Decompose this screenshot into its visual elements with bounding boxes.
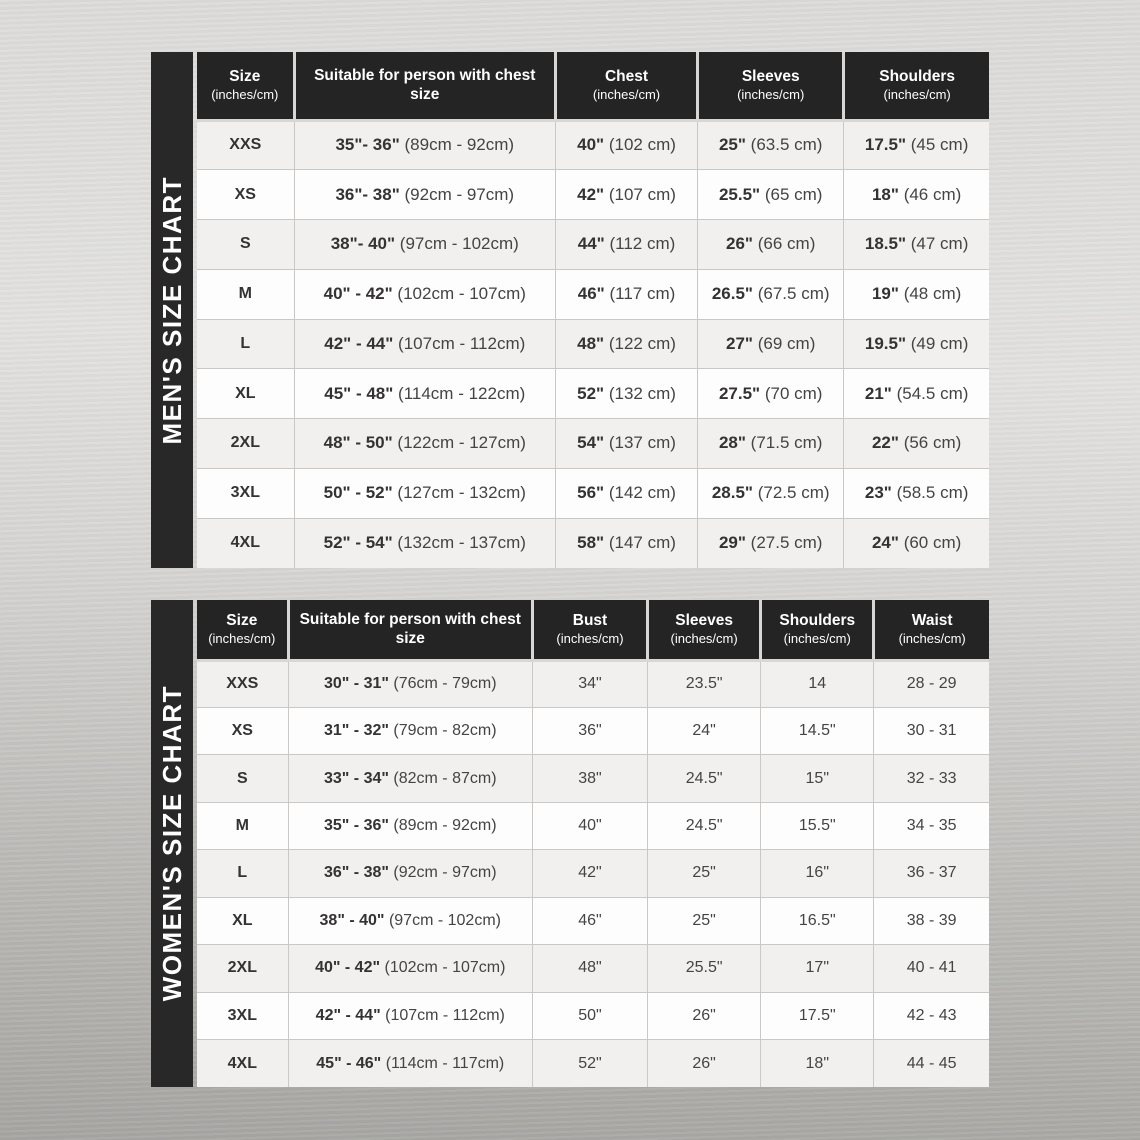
size-cell: 3XL: [197, 468, 294, 518]
value-cell: 24": [648, 707, 761, 754]
value-cell: 25.5" (65 cm): [698, 170, 844, 220]
table-row: [197, 850, 989, 897]
womens-size-chart-banner: [151, 600, 193, 1087]
size-cell: 2XL: [197, 419, 294, 469]
value-cell: 35"- 36" (89cm - 92cm): [294, 120, 555, 170]
value-cell: 17.5" (45 cm): [844, 120, 989, 170]
size-cell: S: [197, 220, 294, 270]
value-cell: 40": [532, 802, 647, 849]
value-cell: 48": [532, 945, 647, 992]
value-cell: 28" (71.5 cm): [698, 419, 844, 469]
col-header-sub: (inches/cm): [592, 86, 661, 102]
size-cell: XXS: [197, 120, 294, 170]
value-cell: 44 - 45: [874, 1040, 989, 1088]
value-cell: 26": [648, 1040, 761, 1088]
col-header-title: Size: [229, 67, 261, 85]
value-cell: 21" (54.5 cm): [844, 369, 989, 419]
col-header-title: Bust: [572, 611, 608, 629]
table-row: [197, 120, 989, 170]
col-header-suitable-for-person-with-chest-size: [294, 52, 555, 120]
value-cell: 16.5": [761, 897, 874, 944]
value-cell: 30 - 31: [874, 707, 989, 754]
col-header-bust: [532, 600, 647, 660]
value-cell: 35" - 36" (89cm - 92cm): [288, 802, 532, 849]
value-cell: 18.5" (47 cm): [844, 220, 989, 270]
size-cell: 3XL: [197, 992, 288, 1039]
table-row: [197, 518, 989, 568]
value-cell: 19.5" (49 cm): [844, 319, 989, 369]
value-cell: 40" (102 cm): [555, 120, 697, 170]
value-cell: 54" (137 cm): [555, 419, 697, 469]
col-header-waist: [874, 600, 989, 660]
col-header-sub: (inches/cm): [883, 86, 951, 102]
value-cell: 29" (27.5 cm): [698, 518, 844, 568]
size-cell: L: [197, 850, 288, 897]
value-cell: 16": [761, 850, 874, 897]
table-row: [197, 1040, 989, 1088]
value-cell: 38": [532, 755, 647, 802]
col-header-sub: (inches/cm): [670, 630, 738, 646]
womens-size-table: [197, 600, 989, 1087]
size-cell: XS: [197, 170, 294, 220]
table-row: [197, 369, 989, 419]
value-cell: 26": [648, 992, 761, 1039]
value-cell: 36 - 37: [874, 850, 989, 897]
col-header-sub: (inches/cm): [208, 630, 276, 646]
value-cell: 40" - 42" (102cm - 107cm): [294, 269, 555, 319]
col-header-sleeves: [648, 600, 761, 660]
value-cell: 40 - 41: [874, 945, 989, 992]
col-header-sub: (inches/cm): [737, 86, 805, 102]
value-cell: 26.5" (67.5 cm): [698, 269, 844, 319]
value-cell: 36"- 38" (92cm - 97cm): [294, 170, 555, 220]
value-cell: 22" (56 cm): [844, 419, 989, 469]
value-cell: 38 - 39: [874, 897, 989, 944]
mens-table-body: [197, 120, 989, 568]
size-cell: 2XL: [197, 945, 288, 992]
value-cell: 52" (132 cm): [555, 369, 697, 419]
table-row: [197, 319, 989, 369]
value-cell: 23.5": [648, 660, 761, 707]
value-cell: 25": [648, 897, 761, 944]
value-cell: 52": [532, 1040, 647, 1088]
value-cell: 42 - 43: [874, 992, 989, 1039]
table-row: [197, 468, 989, 518]
table-row: [197, 945, 989, 992]
col-header-suitable-for-person-with-chest-size: [288, 600, 532, 660]
value-cell: 48" (122 cm): [555, 319, 697, 369]
value-cell: 38" - 40" (97cm - 102cm): [288, 897, 532, 944]
value-cell: 27.5" (70 cm): [698, 369, 844, 419]
value-cell: 46": [532, 897, 647, 944]
col-header-shoulders: [844, 52, 989, 120]
col-header-title: Chest: [604, 67, 649, 85]
value-cell: 48" - 50" (122cm - 127cm): [294, 419, 555, 469]
value-cell: 17": [761, 945, 874, 992]
col-header-sub: (inches/cm): [211, 86, 279, 102]
value-cell: 28 - 29: [874, 660, 989, 707]
value-cell: 36" - 38" (92cm - 97cm): [288, 850, 532, 897]
womens-table-body: [197, 660, 989, 1087]
table-row: [197, 755, 989, 802]
value-cell: 34": [532, 660, 647, 707]
value-cell: 50" - 52" (127cm - 132cm): [294, 468, 555, 518]
table-row: [197, 660, 989, 707]
value-cell: 28.5" (72.5 cm): [698, 468, 844, 518]
value-cell: 15": [761, 755, 874, 802]
value-cell: 45" - 46" (114cm - 117cm): [288, 1040, 532, 1088]
mens-banner-label: MEN'S SIZE CHART: [156, 175, 187, 445]
mens-size-chart-section: [151, 52, 989, 568]
value-cell: 18": [761, 1040, 874, 1088]
value-cell: 33" - 34" (82cm - 87cm): [288, 755, 532, 802]
col-header-title: Shoulders: [779, 611, 856, 629]
value-cell: 36": [532, 707, 647, 754]
col-header-chest: [555, 52, 697, 120]
col-header-title: Suitable for person with chest size: [314, 66, 536, 104]
table-row: [197, 170, 989, 220]
value-cell: 52" - 54" (132cm - 137cm): [294, 518, 555, 568]
value-cell: 19" (48 cm): [844, 269, 989, 319]
header-row: [197, 52, 989, 120]
value-cell: 50": [532, 992, 647, 1039]
womens-banner-label: WOMEN'S SIZE CHART: [156, 685, 187, 1002]
value-cell: 42" (107 cm): [555, 170, 697, 220]
value-cell: 45" - 48" (114cm - 122cm): [294, 369, 555, 419]
mens-table-header: [197, 52, 989, 120]
size-cell: L: [197, 319, 294, 369]
size-cell: 4XL: [197, 518, 294, 568]
table-row: [197, 992, 989, 1039]
value-cell: 24.5": [648, 802, 761, 849]
womens-table-header: [197, 600, 989, 660]
value-cell: 31" - 32" (79cm - 82cm): [288, 707, 532, 754]
size-cell: XL: [197, 369, 294, 419]
table-row: [197, 220, 989, 270]
size-cell: XL: [197, 897, 288, 944]
value-cell: 14.5": [761, 707, 874, 754]
col-header-sub: (inches/cm): [556, 630, 624, 646]
col-header-title: Suitable for person with chest size: [299, 610, 521, 648]
value-cell: 27" (69 cm): [698, 319, 844, 369]
value-cell: 44" (112 cm): [555, 220, 697, 270]
value-cell: 25": [648, 850, 761, 897]
value-cell: 56" (142 cm): [555, 468, 697, 518]
col-header-sub: (inches/cm): [898, 630, 966, 646]
col-header-sub: (inches/cm): [783, 630, 851, 646]
size-cell: M: [197, 802, 288, 849]
mens-size-table: [197, 52, 989, 568]
value-cell: 40" - 42" (102cm - 107cm): [288, 945, 532, 992]
value-cell: 58" (147 cm): [555, 518, 697, 568]
col-header-size: [197, 52, 294, 120]
womens-size-chart-section: [151, 600, 989, 1087]
table-row: [197, 707, 989, 754]
value-cell: 38"- 40" (97cm - 102cm): [294, 220, 555, 270]
table-row: [197, 897, 989, 944]
header-row: [197, 600, 989, 660]
col-header-title: Sleeves: [675, 611, 733, 629]
value-cell: 30" - 31" (76cm - 79cm): [288, 660, 532, 707]
value-cell: 26" (66 cm): [698, 220, 844, 270]
table-row: [197, 269, 989, 319]
value-cell: 23" (58.5 cm): [844, 468, 989, 518]
value-cell: 18" (46 cm): [844, 170, 989, 220]
col-header-title: Waist: [911, 611, 953, 629]
table-row: [197, 419, 989, 469]
table-row: [197, 802, 989, 849]
size-cell: 4XL: [197, 1040, 288, 1088]
size-cell: M: [197, 269, 294, 319]
value-cell: 25.5": [648, 945, 761, 992]
size-cell: S: [197, 755, 288, 802]
value-cell: 24" (60 cm): [844, 518, 989, 568]
col-header-sleeves: [698, 52, 844, 120]
value-cell: 14: [761, 660, 874, 707]
value-cell: 32 - 33: [874, 755, 989, 802]
value-cell: 25" (63.5 cm): [698, 120, 844, 170]
size-cell: XXS: [197, 660, 288, 707]
mens-size-chart-banner: [151, 52, 193, 568]
value-cell: 34 - 35: [874, 802, 989, 849]
value-cell: 42" - 44" (107cm - 112cm): [288, 992, 532, 1039]
value-cell: 15.5": [761, 802, 874, 849]
col-header-title: Shoulders: [879, 67, 956, 85]
value-cell: 42" - 44" (107cm - 112cm): [294, 319, 555, 369]
col-header-title: Size: [226, 611, 258, 629]
size-cell: XS: [197, 707, 288, 754]
col-header-shoulders: [761, 600, 874, 660]
value-cell: 46" (117 cm): [555, 269, 697, 319]
col-header-title: Sleeves: [741, 67, 800, 85]
value-cell: 42": [532, 850, 647, 897]
value-cell: 17.5": [761, 992, 874, 1039]
col-header-size: [197, 600, 288, 660]
value-cell: 24.5": [648, 755, 761, 802]
